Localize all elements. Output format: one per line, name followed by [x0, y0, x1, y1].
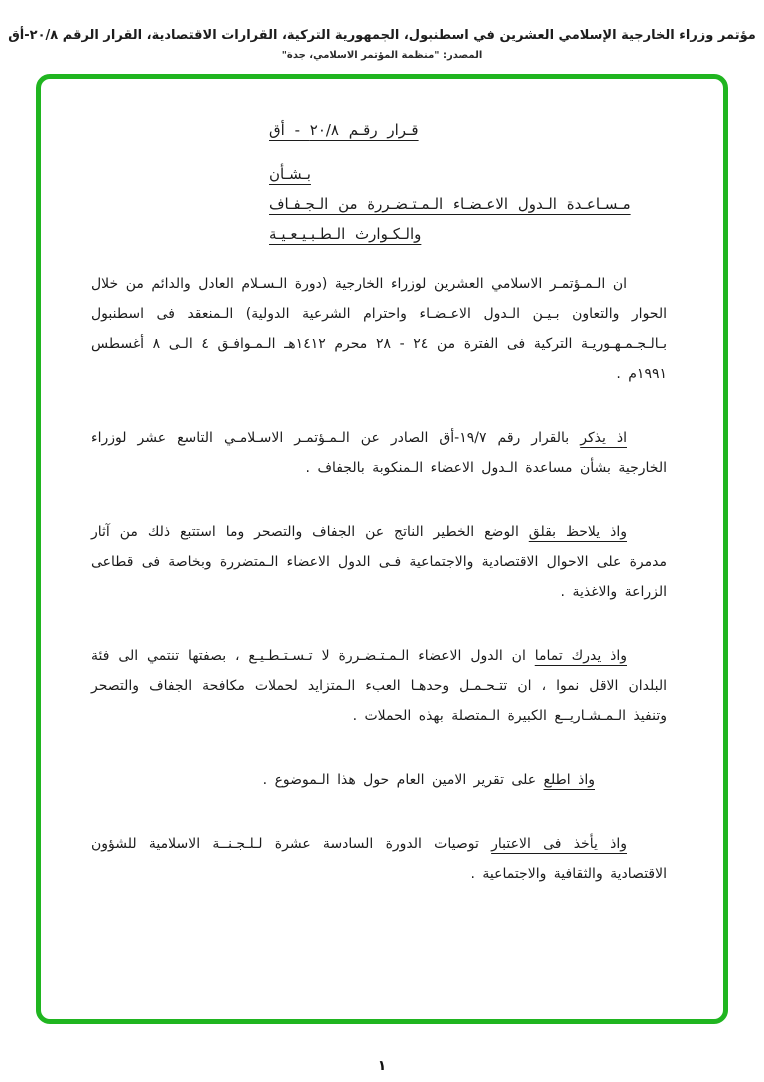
- lead-phrase: واذ يأخذ فى الاعتبار: [491, 836, 627, 852]
- paragraph: [91, 423, 667, 483]
- header-title: مؤتمر وزراء الخارجية الإسلامي العشرين في اسطنبول، الجمهورية التركية، القرارات الاقتصادية، القرار الرقم ٢٠/٨-أق: [8, 28, 756, 43]
- document-frame: [36, 74, 728, 1024]
- paragraph: [91, 765, 667, 795]
- resolution-number-line: قـرار رقـم ٢٠/٨ - أق: [269, 121, 419, 139]
- paragraph: [91, 517, 667, 607]
- header-source: المصدر: "منظمة المؤتمر الاسلامي، جدة": [281, 50, 483, 61]
- document-header: [0, 0, 764, 61]
- resolution-title-block: [269, 115, 667, 249]
- title-line-subject: مـسـاعـدة الـدول الاعـضـاء الـمـتـضـررة من الـجـفـاف: [269, 195, 631, 213]
- paragraph-text: ان الدول الاعضاء الـمـتـضـررة لا تـسـتـطـيـع ، بصفتها تنتمي الى فئة البلدان الاقل نموا ، ان تتـحـمـل وحدهـا العبء الـمتزايد لحملات مكافحة الجفاف والتصحر وتنفيذ الـمـشـاريــع الكبيرة الـمتصلة بهذه الحملات .: [91, 648, 667, 724]
- title-line-regarding: بـشـأن: [269, 165, 311, 183]
- lead-phrase: واذ اطلع: [543, 772, 595, 788]
- resolution-body: [91, 269, 667, 889]
- page-number: ١: [377, 1058, 387, 1074]
- lead-phrase: واذ يلاحظ بقلق: [528, 524, 627, 540]
- lead-phrase: واذ يدرك تماما: [534, 648, 627, 664]
- paragraph-text: ان الـمـؤتمـر الاسلامي العشرين لوزراء الخارجية (دورة الـسـلام العادل والدائم من خلال الحوار والتعاون بـيـن الـدول الاعـضـاء واحترام الشرعية الدولية) الـمنعقد فى اسطنبول بـالـجـمـهـوريـة التركية فى الفترة من ٢٤ - ٢٨ محرم ١٤١٢هـ الـمـوافـق ٤ الـى ٨ أغسطس ١٩٩١م .: [91, 276, 667, 382]
- paragraph-text: توصيات الدورة السادسة عشرة لـلـجـنــة الاسلامية للشؤون الاقتصادية والثقافية والاجتماعية .: [91, 836, 667, 882]
- paragraph: [91, 269, 667, 389]
- lead-phrase: اذ يذكر: [580, 430, 627, 446]
- paragraph-text: الوضع الخطير الناتج عن الجفاف والتصحر وما استتبع ذلك من آثار مدمرة على الاحوال الاقتصادية والاجتماعية فـى الدول الاعضاء الـمتضررة وبخاصة فى قطاعى الزراعة والاغذية .: [91, 524, 667, 600]
- paragraph: [91, 829, 667, 889]
- paragraph-text: على تقرير الامين العام حول هذا الـموضوع .: [262, 772, 544, 788]
- paragraph: [91, 641, 667, 731]
- paragraph-text: بالقرار رقم ١٩/٧-أق الصادر عن الـمـؤتمـر الاسـلامـي التاسع عشر لوزراء الخارجية بشأن مساعدة الـدول الاعضاء الـمنكوبة بالجفاف .: [91, 430, 667, 476]
- title-line-subject-2: والـكـوارث الـطـبـيـعـيـة: [269, 225, 422, 243]
